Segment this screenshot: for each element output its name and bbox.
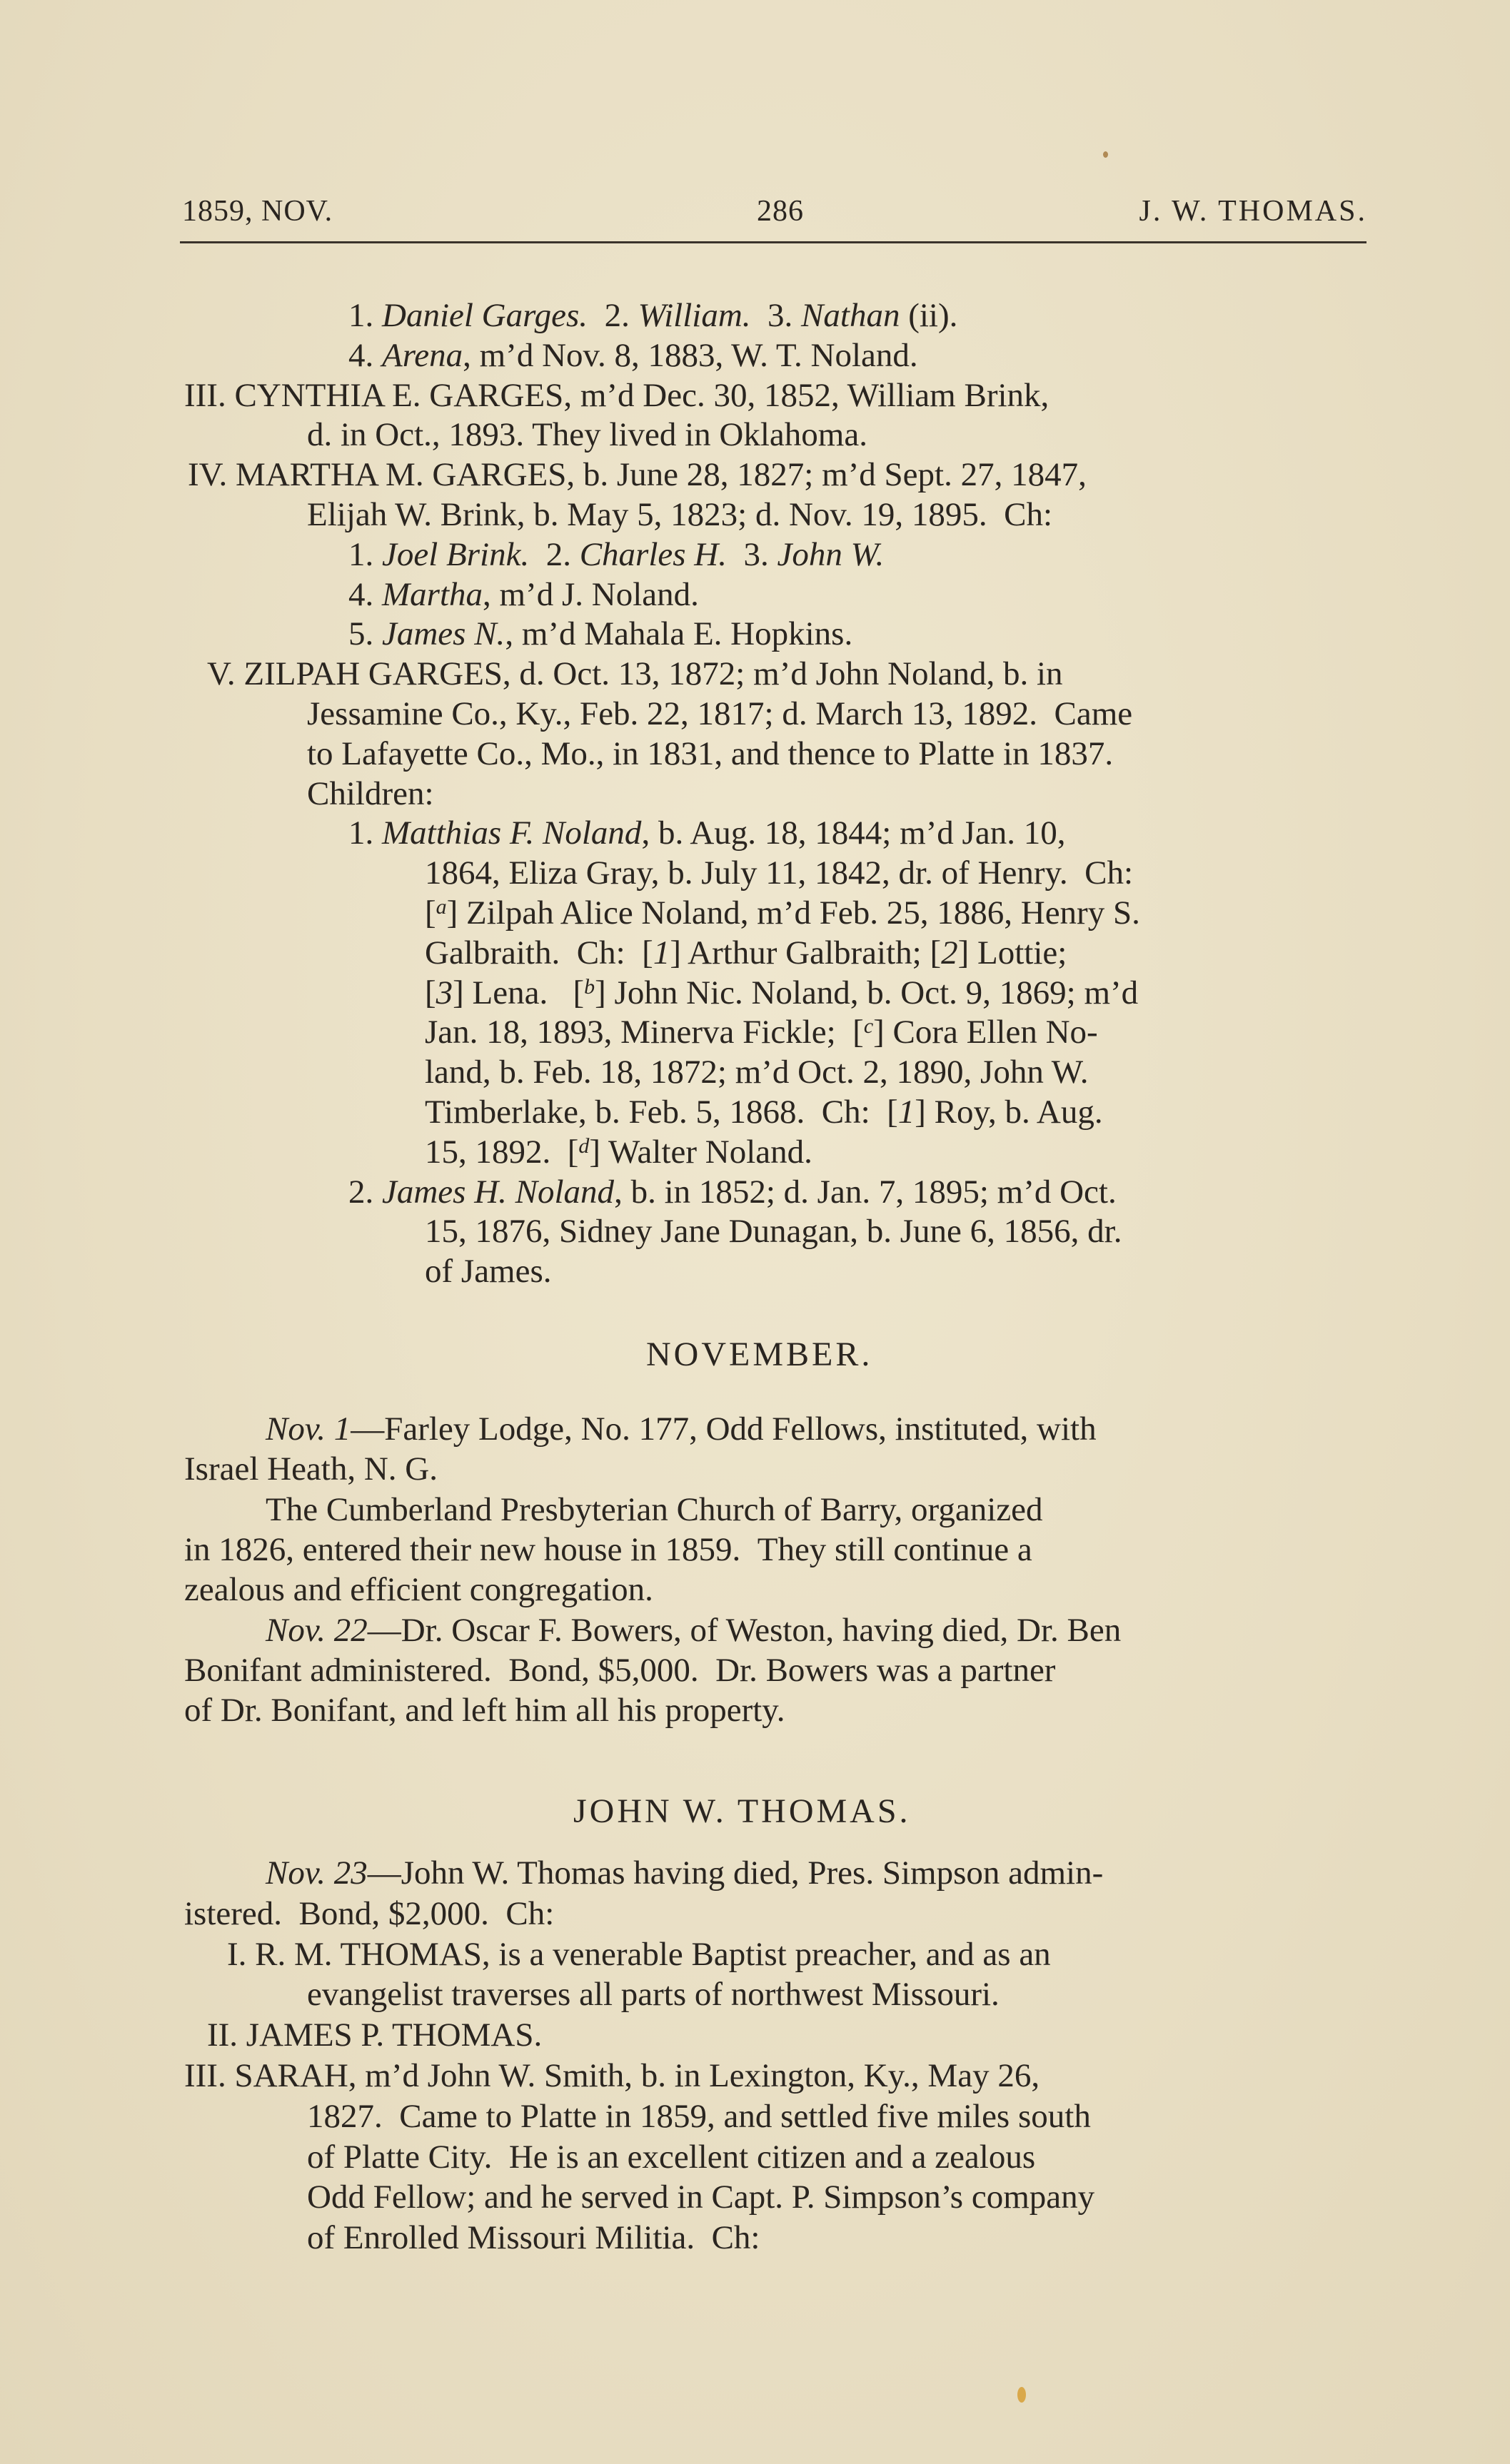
text-line: II. JAMES P. THOMAS.	[207, 2016, 543, 2054]
text-line: 15, 1876, Sidney Jane Dunagan, b. June 6, 1856, dr.	[425, 1213, 1122, 1251]
text-line: Children:	[307, 774, 434, 812]
text-line: in 1826, entered their new house in 1859. They still continue a	[184, 1530, 1032, 1568]
text-line: to Lafayette Co., Mo., in 1831, and thence to Platte in 1837.	[307, 734, 1114, 772]
text-line: 4. Arena, m’d Nov. 8, 1883, W. T. Noland.	[348, 336, 918, 374]
text-line: d. in Oct., 1893. They lived in Oklahoma.	[307, 416, 867, 454]
header-date: 1859, NOV.	[182, 195, 333, 228]
paper-speck	[1017, 2387, 1026, 2403]
section-heading-november: NOVEMBER.	[646, 1335, 873, 1373]
text-line: of James.	[425, 1253, 552, 1291]
text-line: Odd Fellow; and he served in Capt. P. Simpson’s company	[307, 2178, 1095, 2216]
text-line: 2. James H. Noland, b. in 1852; d. Jan. 7, 1895; m’d Oct.	[348, 1173, 1117, 1211]
text-line: Nov. 22—Dr. Oscar F. Bowers, of Weston, having died, Dr. Ben	[266, 1611, 1122, 1649]
header-title: J. W. THOMAS.	[1139, 195, 1367, 228]
text-line: zealous and efficient congregation.	[184, 1571, 653, 1609]
text-line: Jessamine Co., Ky., Feb. 22, 1817; d. March 13, 1892. Came	[307, 695, 1133, 732]
text-line: 5. James N., m’d Mahala E. Hopkins.	[348, 615, 853, 653]
text-line: 1864, Eliza Gray, b. July 11, 1842, dr. of Henry. Ch:	[425, 854, 1134, 892]
text-line: land, b. Feb. 18, 1872; m’d Oct. 2, 1890, John W.	[425, 1054, 1089, 1091]
text-line: 4. Martha, m’d J. Noland.	[348, 575, 699, 613]
text-line: The Cumberland Presbyterian Church of Barry, organized	[266, 1490, 1043, 1528]
text-line: Israel Heath, N. G.	[184, 1450, 438, 1488]
text-line: I. R. M. THOMAS, is a venerable Baptist preacher, and as an	[227, 1935, 1051, 1973]
text-line: Nov. 23—John W. Thomas having died, Pres. Simpson admin-	[266, 1854, 1104, 1892]
text-line: Jan. 18, 1893, Minerva Fickle; [$^c$] Cora Ellen No-	[425, 1014, 1098, 1051]
paper-speck	[1103, 151, 1108, 158]
text-line: 1. Daniel Garges. 2. William. 3. Nathan (ii).	[348, 297, 958, 334]
text-line: of Enrolled Missouri Militia. Ch:	[307, 2219, 760, 2257]
text-line: 1. Matthias F. Noland, b. Aug. 18, 1844; m’d Jan. 10,	[348, 814, 1066, 852]
text-line: istered. Bond, $2,000. Ch:	[184, 1894, 555, 1932]
text-line: 1827. Came to Platte in 1859, and settled five miles south	[307, 2097, 1091, 2135]
text-line: Elijah W. Brink, b. May 5, 1823; d. Nov. 19, 1895. Ch:	[307, 496, 1053, 533]
text-line: of Dr. Bonifant, and left him all his property.	[184, 1692, 785, 1730]
text-line: 15, 1892. [$^d$] Walter Noland.	[425, 1133, 812, 1171]
text-line: evangelist traverses all parts of northwest Missouri.	[307, 1976, 1000, 2014]
text-line: Galbraith. Ch: [1] Arthur Galbraith; [2] Lottie;	[425, 934, 1067, 971]
text-line: IV. MARTHA M. GARGES, b. June 28, 1827; m’d Sept. 27, 1847,	[188, 456, 1087, 494]
text-line: 1. Joel Brink. 2. Charles H. 3. John W.	[348, 535, 885, 573]
text-line: III. SARAH, m’d John W. Smith, b. in Lexington, Ky., May 26,	[184, 2057, 1040, 2094]
text-line: V. ZILPAH GARGES, d. Oct. 13, 1872; m’d John Noland, b. in	[207, 655, 1063, 693]
page-number: 286	[757, 195, 804, 228]
text-line: [$^a$] Zilpah Alice Noland, m’d Feb. 25, 1886, Henry S.	[425, 894, 1140, 931]
running-header	[182, 194, 1367, 237]
text-line: III. CYNTHIA E. GARGES, m’d Dec. 30, 1852, William Brink,	[184, 376, 1050, 414]
section-heading-thomas: JOHN W. THOMAS.	[573, 1792, 911, 1830]
text-line: Bonifant administered. Bond, $5,000. Dr. Bowers was a partner	[184, 1651, 1056, 1689]
text-line: Timberlake, b. Feb. 5, 1868. Ch: [1] Roy, b. Aug.	[425, 1094, 1103, 1131]
header-rule	[180, 241, 1366, 243]
text-line: of Platte City. He is an excellent citizen and a zealous	[307, 2138, 1036, 2176]
text-line: Nov. 1—Farley Lodge, No. 177, Odd Fellows, instituted, with	[266, 1410, 1097, 1448]
text-line: [3] Lena. [$^b$] John Nic. Noland, b. Oct. 9, 1869; m’d	[425, 974, 1139, 1011]
